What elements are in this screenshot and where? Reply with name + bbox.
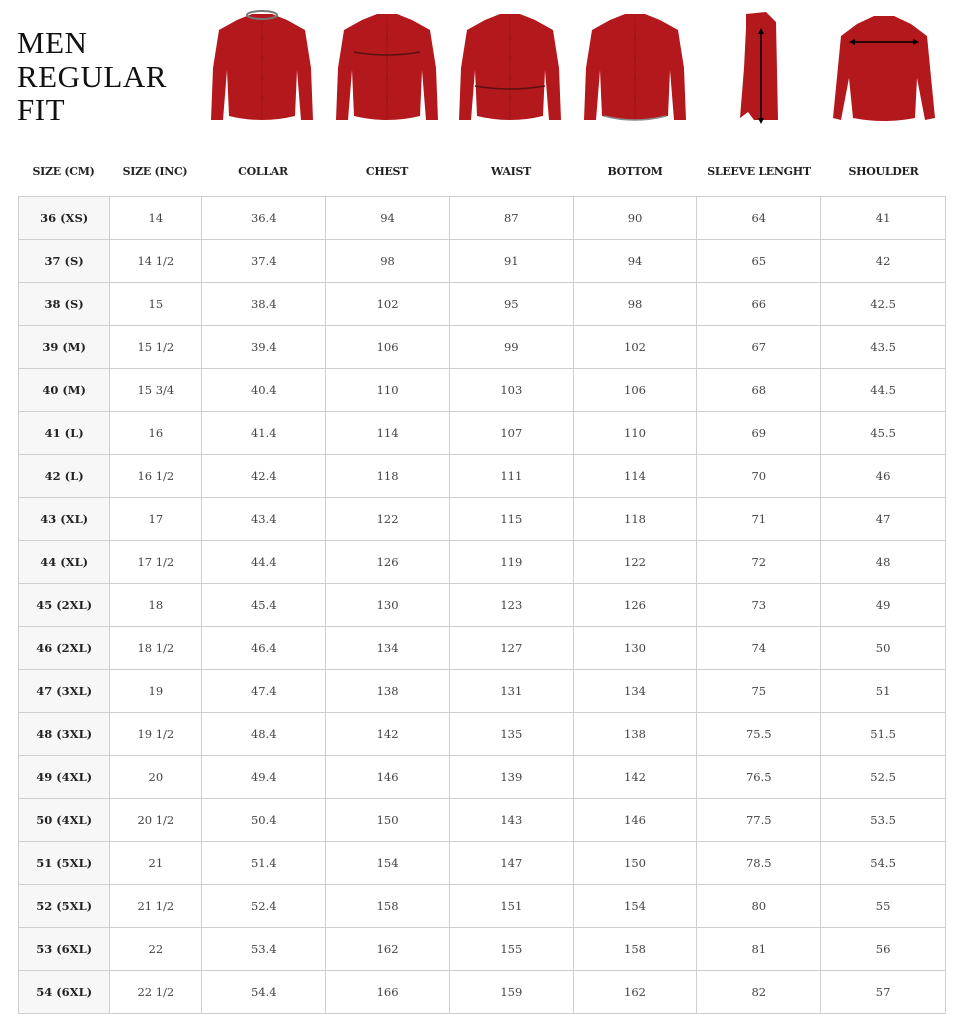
table-cell: 44 (XL) — [19, 541, 110, 584]
table-cell: 21 — [110, 842, 202, 885]
table-cell: 39.4 — [202, 326, 326, 369]
table-cell: 122 — [573, 541, 697, 584]
table-cell: 41.4 — [202, 412, 326, 455]
table-cell: 47 (3XL) — [19, 670, 110, 713]
table-cell: 134 — [326, 627, 450, 670]
column-header: SIZE (INC) — [122, 165, 188, 178]
table-cell: 142 — [573, 756, 697, 799]
table-cell: 21 1/2 — [110, 885, 202, 928]
table-cell: 14 — [110, 197, 202, 240]
column-header: SLEEVE LENGHT — [707, 165, 811, 178]
shirt-waist-measure-icon — [455, 8, 565, 126]
shirt-chest-measure-icon — [332, 8, 442, 126]
table-cell: 106 — [573, 369, 697, 412]
table-cell: 49 — [821, 584, 946, 627]
table-cell: 38 (S) — [19, 283, 110, 326]
table-cell: 53.5 — [821, 799, 946, 842]
table-row — [19, 369, 946, 412]
table-cell: 134 — [573, 670, 697, 713]
table-cell: 16 1/2 — [110, 455, 202, 498]
table-cell: 40 (M) — [19, 369, 110, 412]
table-cell: 114 — [573, 455, 697, 498]
table-cell: 16 — [110, 412, 202, 455]
table-row — [19, 756, 946, 799]
table-cell: 46 — [821, 455, 946, 498]
table-cell: 98 — [326, 240, 450, 283]
table-cell: 118 — [326, 455, 450, 498]
table-cell: 40.4 — [202, 369, 326, 412]
table-cell: 49.4 — [202, 756, 326, 799]
table-cell: 45.4 — [202, 584, 326, 627]
page-title — [17, 26, 167, 127]
table-cell: 150 — [326, 799, 450, 842]
table-cell: 95 — [449, 283, 573, 326]
table-cell: 22 1/2 — [110, 971, 202, 1014]
table-row — [19, 283, 946, 326]
table-row — [19, 541, 946, 584]
table-cell: 52.5 — [821, 756, 946, 799]
table-cell: 44.4 — [202, 541, 326, 584]
table-cell: 103 — [449, 369, 573, 412]
table-cell: 18 — [110, 584, 202, 627]
column-header: SHOULDER — [848, 165, 919, 178]
table-cell: 43.5 — [821, 326, 946, 369]
table-cell: 73 — [697, 584, 821, 627]
table-cell: 130 — [326, 584, 450, 627]
shirt-sleeve-measure-icon — [704, 8, 814, 126]
table-cell: 46.4 — [202, 627, 326, 670]
table-cell: 99 — [449, 326, 573, 369]
table-cell: 70 — [697, 455, 821, 498]
table-cell: 37.4 — [202, 240, 326, 283]
table-cell: 51 — [821, 670, 946, 713]
table-cell: 159 — [449, 971, 573, 1014]
table-cell: 138 — [326, 670, 450, 713]
table-cell: 52 (5XL) — [19, 885, 110, 928]
table-cell: 54 (6XL) — [19, 971, 110, 1014]
table-cell: 158 — [326, 885, 450, 928]
table-cell: 52.4 — [202, 885, 326, 928]
table-row — [19, 455, 946, 498]
title-line: MEN — [17, 25, 88, 60]
table-cell: 90 — [573, 197, 697, 240]
table-cell: 118 — [573, 498, 697, 541]
title-line: FIT — [17, 92, 65, 127]
table-cell: 54.4 — [202, 971, 326, 1014]
table-cell: 50 (4XL) — [19, 799, 110, 842]
table-cell: 45.5 — [821, 412, 946, 455]
table-row — [19, 412, 946, 455]
table-cell: 50 — [821, 627, 946, 670]
table-cell: 74 — [697, 627, 821, 670]
table-cell: 55 — [821, 885, 946, 928]
table-cell: 15 3/4 — [110, 369, 202, 412]
table-cell: 20 1/2 — [110, 799, 202, 842]
table-row — [19, 197, 946, 240]
table-cell: 94 — [326, 197, 450, 240]
table-cell: 15 — [110, 283, 202, 326]
table-cell: 81 — [697, 928, 821, 971]
table-row — [19, 885, 946, 928]
table-cell: 37 (S) — [19, 240, 110, 283]
table-cell: 76.5 — [697, 756, 821, 799]
table-cell: 154 — [326, 842, 450, 885]
table-cell: 42.5 — [821, 283, 946, 326]
table-cell: 36 (XS) — [19, 197, 110, 240]
table-cell: 41 (L) — [19, 412, 110, 455]
table-cell: 75.5 — [697, 713, 821, 756]
table-cell: 110 — [326, 369, 450, 412]
table-cell: 115 — [449, 498, 573, 541]
table-cell: 111 — [449, 455, 573, 498]
table-row — [19, 713, 946, 756]
table-header — [18, 165, 946, 178]
table-cell: 54.5 — [821, 842, 946, 885]
table-cell: 77.5 — [697, 799, 821, 842]
table-cell: 46 (2XL) — [19, 627, 110, 670]
table-cell: 17 1/2 — [110, 541, 202, 584]
table-cell: 106 — [326, 326, 450, 369]
table-cell: 123 — [449, 584, 573, 627]
table-cell: 71 — [697, 498, 821, 541]
table-cell: 72 — [697, 541, 821, 584]
column-header: CHEST — [365, 165, 409, 178]
table-cell: 22 — [110, 928, 202, 971]
table-cell: 139 — [449, 756, 573, 799]
table-row — [19, 584, 946, 627]
table-cell: 69 — [697, 412, 821, 455]
table-cell: 57 — [821, 971, 946, 1014]
table-cell: 56 — [821, 928, 946, 971]
table-cell: 143 — [449, 799, 573, 842]
table-cell: 94 — [573, 240, 697, 283]
table-row — [19, 498, 946, 541]
table-cell: 68 — [697, 369, 821, 412]
table-cell: 47.4 — [202, 670, 326, 713]
table-cell: 146 — [326, 756, 450, 799]
table-cell: 155 — [449, 928, 573, 971]
table-cell: 20 — [110, 756, 202, 799]
title-line: REGULAR — [17, 58, 167, 94]
table-cell: 49 (4XL) — [19, 756, 110, 799]
table-cell: 39 (M) — [19, 326, 110, 369]
table-cell: 122 — [326, 498, 450, 541]
table-cell: 154 — [573, 885, 697, 928]
table-cell: 48 — [821, 541, 946, 584]
table-cell: 18 1/2 — [110, 627, 202, 670]
table-cell: 64 — [697, 197, 821, 240]
table-cell: 66 — [697, 283, 821, 326]
column-header: WAIST — [491, 165, 531, 178]
table-row — [19, 326, 946, 369]
table-cell: 53.4 — [202, 928, 326, 971]
table-cell: 147 — [449, 842, 573, 885]
table-row — [19, 627, 946, 670]
table-cell: 158 — [573, 928, 697, 971]
table-cell: 102 — [573, 326, 697, 369]
table-cell: 78.5 — [697, 842, 821, 885]
table-cell: 138 — [573, 713, 697, 756]
table-cell: 142 — [326, 713, 450, 756]
table-cell: 151 — [449, 885, 573, 928]
table-cell: 114 — [326, 412, 450, 455]
table-cell: 43 (XL) — [19, 498, 110, 541]
shirt-collar-measure-icon — [207, 8, 317, 126]
table-cell: 14 1/2 — [110, 240, 202, 283]
table-row — [19, 240, 946, 283]
table-cell: 80 — [697, 885, 821, 928]
table-cell: 48 (3XL) — [19, 713, 110, 756]
table-cell: 47 — [821, 498, 946, 541]
table-cell: 162 — [573, 971, 697, 1014]
shirt-bottom-measure-icon — [580, 8, 690, 126]
table-cell: 98 — [573, 283, 697, 326]
table-cell: 107 — [449, 412, 573, 455]
table-cell: 65 — [697, 240, 821, 283]
shirt-shoulder-measure-icon — [829, 8, 939, 126]
table-cell: 82 — [697, 971, 821, 1014]
table-cell: 102 — [326, 283, 450, 326]
table-cell: 42 (L) — [19, 455, 110, 498]
table-cell: 119 — [449, 541, 573, 584]
table-cell: 67 — [697, 326, 821, 369]
table-cell: 41 — [821, 197, 946, 240]
table-cell: 87 — [449, 197, 573, 240]
table-cell: 50.4 — [202, 799, 326, 842]
table-cell: 146 — [573, 799, 697, 842]
table-row — [19, 928, 946, 971]
column-header: COLLAR — [238, 165, 288, 178]
table-cell: 162 — [326, 928, 450, 971]
table-row — [19, 971, 946, 1014]
table-cell: 19 — [110, 670, 202, 713]
table-row — [19, 670, 946, 713]
table-cell: 130 — [573, 627, 697, 670]
table-cell: 135 — [449, 713, 573, 756]
table-cell: 51.5 — [821, 713, 946, 756]
column-header: SIZE (CM) — [32, 165, 95, 178]
table-cell: 150 — [573, 842, 697, 885]
table-cell: 38.4 — [202, 283, 326, 326]
table-cell: 15 1/2 — [110, 326, 202, 369]
table-cell: 42.4 — [202, 455, 326, 498]
table-cell: 45 (2XL) — [19, 584, 110, 627]
table-cell: 91 — [449, 240, 573, 283]
table-cell: 43.4 — [202, 498, 326, 541]
column-header: BOTTOM — [607, 165, 663, 178]
table-cell: 19 1/2 — [110, 713, 202, 756]
table-cell: 131 — [449, 670, 573, 713]
table-cell: 36.4 — [202, 197, 326, 240]
table-cell: 53 (6XL) — [19, 928, 110, 971]
table-cell: 42 — [821, 240, 946, 283]
table-cell: 48.4 — [202, 713, 326, 756]
table-cell: 166 — [326, 971, 450, 1014]
table-cell: 44.5 — [821, 369, 946, 412]
table-row — [19, 799, 946, 842]
table-cell: 51 (5XL) — [19, 842, 110, 885]
table-row — [19, 842, 946, 885]
table-cell: 126 — [326, 541, 450, 584]
table-cell: 75 — [697, 670, 821, 713]
table-cell: 127 — [449, 627, 573, 670]
table-cell: 126 — [573, 584, 697, 627]
size-table — [18, 196, 946, 1014]
table-cell: 110 — [573, 412, 697, 455]
table-cell: 17 — [110, 498, 202, 541]
table-cell: 51.4 — [202, 842, 326, 885]
